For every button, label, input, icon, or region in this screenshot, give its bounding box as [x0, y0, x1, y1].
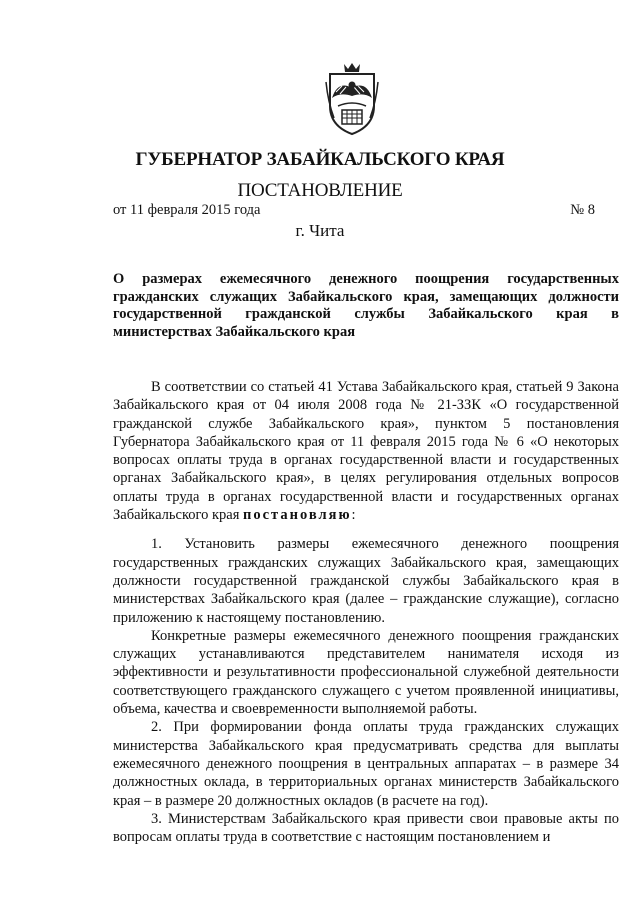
preamble-text: В соответствии со статьей 41 Устава Забайкальского края, статьей 9 Закона Забайкальского края от 04 июля 2008 года № 21-ЗЗК «О государственной гражданской службе Забайкальского края», пунктом 5 постановления Губернатора Забайкальского края от 11 февраля 2015 года № 6 «О некоторых вопросах оплаты труда в органах государственной власти и государственных органах Забайкальского края», в целях регулирования отдельных вопросов оплаты труда в органах государственной власти и государственных органах Забайкальского края: [113, 379, 619, 524]
document-date: от 11 февраля 2015 года: [113, 202, 261, 218]
preamble-paragraph: [113, 378, 619, 524]
zabaikalsky-coat-of-arms-icon: [322, 62, 382, 136]
document-number: № 8: [570, 202, 595, 218]
paragraph-1: 1. Установить размеры ежемесячного денежного поощрения государственных гражданских служащих Забайкальского края, замещающих должности государственной гражданской службы Забайкальского края в министерствах Забайкальского края (далее – гражданские служащие), согласно приложению к настоящему постановлению.: [113, 536, 619, 626]
document-subject: О размерах ежемесячного денежного поощрения государственных гражданских служащих Забайкальского края, замещающих должности государственной гражданской службы Забайкальского края в министерствах Забайкальского края: [113, 271, 619, 341]
decree-word: постановляю: [243, 507, 352, 524]
paragraph-2: 2. При формировании фонда оплаты труда гражданских служащих министерства Забайкальского края предусматривать средства для выплаты ежемесячного денежного поощрения в центральных аппаратах – в размере 34 должностных оклада, в территориальных органах министерств Забайкальского края – в размере 20 должностных окладов (в расчете на год).: [113, 719, 619, 809]
paragraph-3: 3. Министерствам Забайкальского края привести свои правовые акты по вопросам оплаты труда в соответствие с настоящим постановлением и: [113, 810, 619, 846]
preamble-tail: :: [351, 507, 356, 524]
document-body: [113, 378, 619, 846]
governor-title: ГУБЕРНАТОР ЗАБАЙКАЛЬСКОГО КРАЯ: [135, 149, 505, 170]
document-type: ПОСТАНОВЛЕНИЕ: [237, 180, 403, 201]
paragraph-1-continued: Конкретные размеры ежемесячного денежного поощрения гражданских служащих устанавливаются представителем нанимателя исходя из эффективности и результативности профессиональной служебной деятельности соответствующего гражданского служащего с учетом проявленной инициативы, объема, качества и своевременности выполняемой работы.: [113, 627, 619, 718]
document-city: г. Чита: [295, 221, 345, 240]
